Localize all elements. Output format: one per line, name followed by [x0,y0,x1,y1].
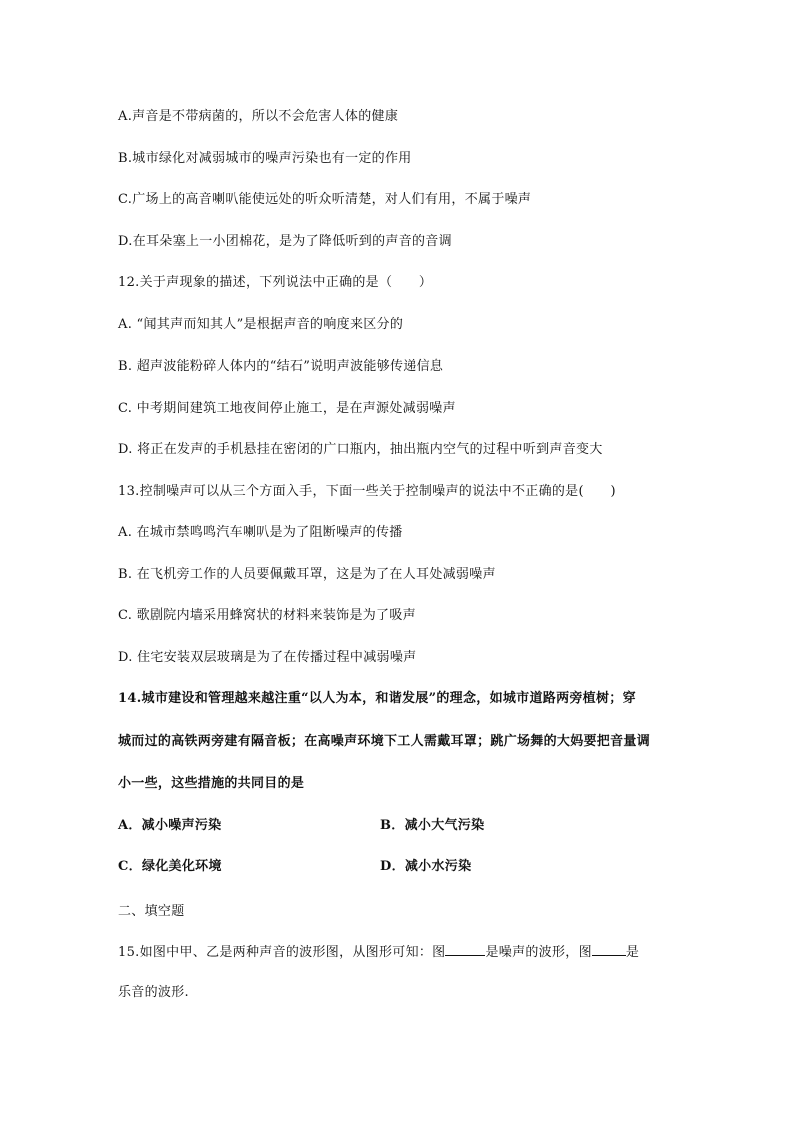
q12-option-d: D. 将正在发声的手机悬挂在密闭的广口瓶内，抽出瓶内空气的过程中听到声音变大 [118,442,603,457]
q15-stem-line2: 乐音的波形. [118,985,189,1000]
q11-option-c: C.广场上的高音喇叭能使远处的听众听清楚，对人们有用，不属于噪声 [118,192,532,207]
q13-option-a: A. 在城市禁鸣鸣汽车喇叭是为了阻断噪声的传播 [118,525,403,540]
q13-option-b: B. 在飞机旁工作的人员要佩戴耳罩，这是为了在人耳处减弱噪声 [118,567,496,582]
q12-option-a: A. “闻其声而知其人”是根据声音的响度来区分的 [118,317,404,332]
q13-option-d: D. 住宅安装双层玻璃是为了在传播过程中减弱噪声 [118,650,417,665]
q15-text-part3: 是 [625,945,640,960]
q15-text-part2: 是噪声的波形，图 [485,945,592,960]
q14-stem-line1: 14.城市建设和管理越来越注重“以人为本，和谐发展”的理念，如城市道路两旁植树；穿 [118,691,636,706]
q15-stem-line1 [118,942,639,962]
q11-option-d: D.在耳朵塞上一小团棉花，是为了降低听到的声音的音调 [118,234,452,249]
q11-option-b: B.城市绿化对减弱城市的噪声污染也有一定的作用 [118,151,412,166]
q11-option-a: A.声音是不带病菌的，所以不会危害人体的健康 [118,109,399,124]
q13-stem: 13.控制噪声可以从三个方面入手，下面一些关于控制噪声的说法中不正确的是( ) [118,484,616,499]
q13-option-c: C. 歌剧院内墙采用蜂窝状的材料来装饰是为了吸声 [118,608,416,623]
q14-option-d: D．减小水污染 [380,859,472,874]
q15-text-part1: 15.如图中甲、乙是两种声音的波形图，从图形可知：图 [118,945,446,960]
q14-stem-line3: 小一些，这些措施的共同目的是 [118,776,305,791]
q14-option-a: A．减小噪声污染 [118,818,222,833]
q12-stem: 12.关于声现象的描述，下列说法中正确的是（ ） [118,275,433,290]
q14-stem-line2: 城而过的高铁两旁建有隔音板；在高噪声环境下工人需戴耳罩；跳广场舞的大妈要把音量调 [118,734,651,749]
q15-blank-2[interactable] [592,942,626,956]
q14-option-b: B．减小大气污染 [380,818,485,833]
q15-blank-1[interactable] [445,942,485,956]
q12-option-c: C. 中考期间建筑工地夜间停止施工，是在声源处减弱噪声 [118,401,456,416]
q12-option-b: B. 超声波能粉碎人体内的“结石”说明声波能够传递信息 [118,359,444,374]
section-heading-fill-in: 二、填空题 [118,904,185,919]
q14-option-c: C．绿化美化环境 [118,859,222,874]
